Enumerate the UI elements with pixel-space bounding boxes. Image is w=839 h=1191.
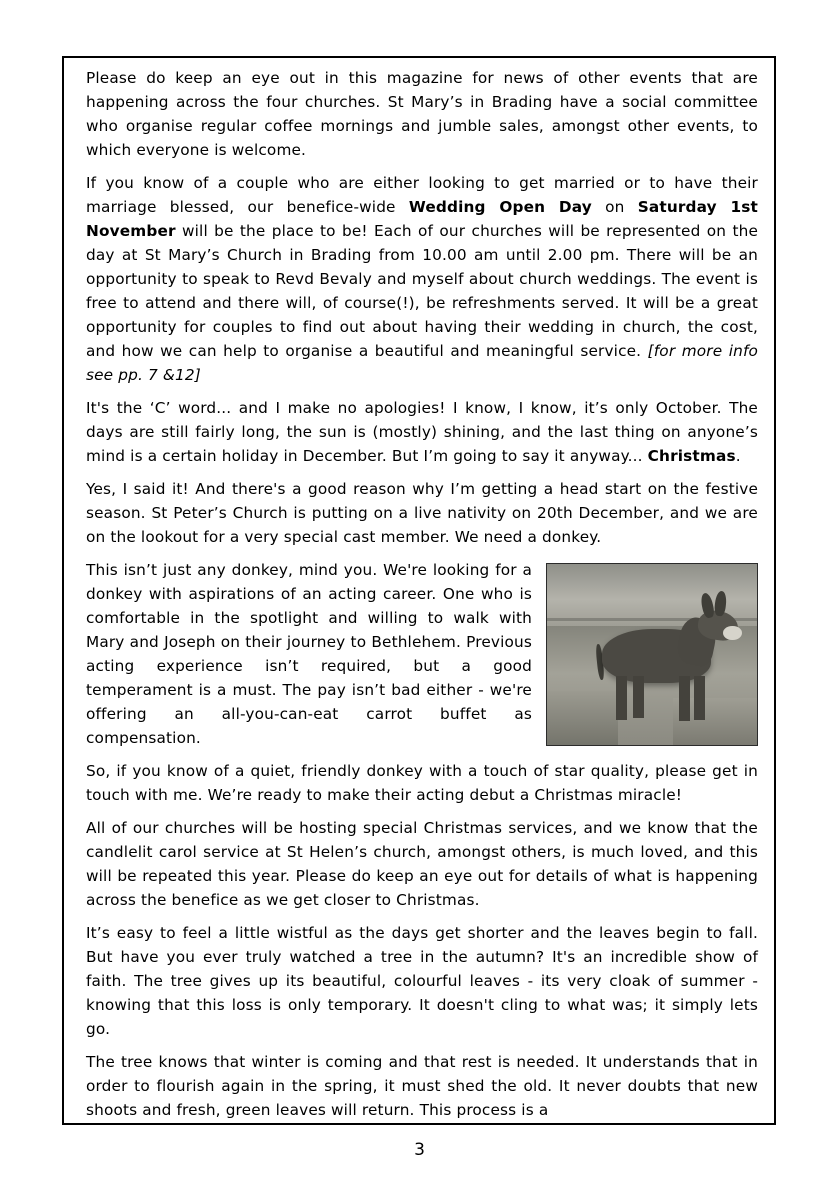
donkey-muzzle-shape [723,626,742,640]
paragraph-7 [86,816,758,912]
paragraph-3-run-3: . [735,447,741,465]
paragraph-8 [86,921,758,1041]
paragraph-7-text: All of our churches will be hosting special Christmas services, and we know that the candlelit carol service at St Helen’s church, amongst others, is much loved, and this will be repeated this year. Please do keep an eye out for details of what is happening across the benefice as we get closer to Christmas. [86,819,758,909]
event-date-emphasis: Saturday 1st November [86,198,759,240]
photo-grass-left [547,691,618,745]
paragraph-8-text: It’s easy to feel a little wistful as the days get shorter and the leaves begin to fall. But have you ever truly watched a tree in the autumn? It's an incredible show of faith. The tree gives up its beautiful, colourful leaves - its very cloak of summer - knowing that this loss is only temporary. It doesn't cling to what was; it simply lets go. [86,924,758,1038]
donkey-leg-3 [679,676,690,721]
wedding-open-day-emphasis: Wedding Open Day [408,198,592,216]
paragraph-9-text: The tree knows that winter is coming and that rest is needed. It understands that in order to flourish again in the spring, it must shed the old. It never doubts that new shoots and fresh, green leaves will return. This process is a [86,1053,758,1119]
paragraph-6 [86,759,758,807]
paragraph-2-run-5: will be the place to be! Each of our churches will be represented on the day at St Mary’s Church in Brading from 10.00 am until 2.00 pm. There will be an opportunity to speak to Revd Bevaly and myself about church weddings. The event is free to attend and there will, of course(!), be refreshments served. It will be a great opportunity for couples to find out about having their wedding in church, the cost, and how we can help to organise a beautiful and meaningful service. [86,222,758,360]
paragraph-2-run-1: If you know of a couple who are either looking to get married or to have their marriage blessed, our benefice-wide [86,174,758,216]
paragraph-1 [86,66,758,162]
paragraph-6-text: So, if you know of a quiet, friendly donkey with a touch of star quality, please get in touch with me. We’re ready to make their acting debut a Christmas miracle! [86,762,758,804]
paragraph-9 [86,1050,758,1122]
paragraph-2 [86,171,758,387]
donkey-leg-2 [633,676,644,718]
donkey-leg-4 [694,676,705,719]
page-number: 3 [414,1140,425,1160]
donkey-photo [546,563,758,746]
body-text-column [86,66,758,1122]
paragraph-4 [86,477,758,549]
page-text-frame [62,56,776,1125]
donkey-leg-1 [616,676,627,719]
christmas-emphasis: Christmas [647,447,736,465]
paragraph-3 [86,396,758,468]
paragraph-3-run-1: It's the ‘C’ word... and I make no apologies! I know, I know, it’s only October. The days are still fairly long, the sun is (mostly) shining, and the last thing on anyone’s mind is a certain holiday in December. But I’m going to say it anyway... [86,399,758,465]
paragraph-5-text: This isn’t just any donkey, mind you. We're looking for a donkey with aspirations of an acting career. One who is comfortable in the spotlight and willing to walk with Mary and Joseph on their journey to Bethlehem. Previous acting experience isn’t required, but a good temperament is a must. The pay isn’t bad either - we're offering an all-you-can-eat carrot buffet as compensation. [86,561,532,747]
paragraph-4-text: Yes, I said it! And there's a good reason why I’m getting a head start on the festive season. St Peter’s Church is putting on a live nativity on 20th December, and we are on the lookout for a very special cast member. We need a donkey. [86,480,758,546]
cross-reference-note: [for more info see pp. 7 &12] [86,342,758,384]
paragraph-2-run-3: on [591,198,638,216]
paragraph-1-text: Please do keep an eye out in this magazine for news of other events that are happening across the four churches. St Mary’s in Brading have a social committee who organise regular coffee mornings and jumble sales, amongst other events, to which everyone is welcome. [86,69,758,159]
